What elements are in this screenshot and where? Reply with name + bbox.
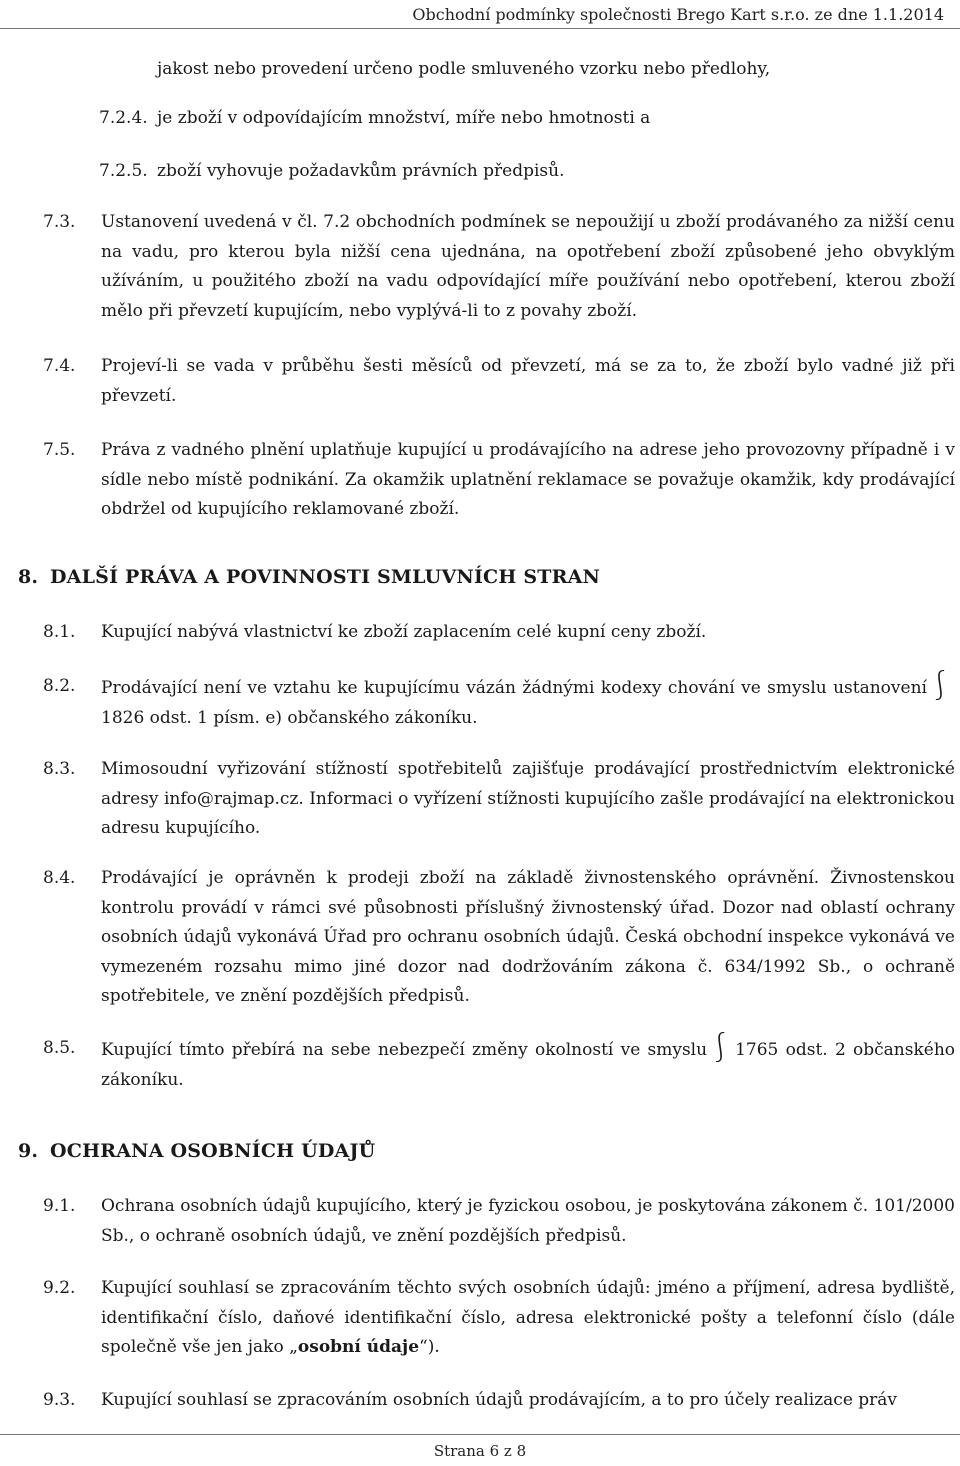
item-number: 7.5. (43, 440, 76, 460)
list-item-7-2-5 (99, 157, 937, 187)
item-text: Prodávající je oprávněn k prodeji zboží na základě živnostenského oprávnění. Živnostenskou kontrolu provádí v rámci své působnosti příslušný živnostenský úřad. Dozor nad oblastí ochrany osobních údajů vykonává Úřad pro ochranu osobních údajů. Česká obchodní inspekce vykonává ve vymezeném rozsahu mimo jiné dozor nad dodržováním zákona č. 634/1992 Sb., o ochraně spotřebitele, ve znění pozdějších předpisů. (101, 868, 955, 1006)
section-number: 9. (18, 1140, 39, 1162)
item-text: Mimosoudní vyřizování stížností spotřebitelů zajišťuje prodávající prostřednictvím elektronické adresy info@rajmap.cz. Informaci o vyřízení stížnosti kupujícího zašle prodávající na elektronickou adresu kupujícího. (101, 759, 955, 838)
item-number: 7.2.5. (99, 161, 148, 181)
item-text: Projeví-li se vada v průběhu šesti měsíců od převzetí, má se za to, že zboží bylo vadné již při převzetí. (101, 356, 955, 406)
item-number: 9.1. (43, 1196, 76, 1216)
item-number: 7.3. (43, 212, 76, 232)
paragraph-8-1 (43, 618, 955, 648)
item-text: Kupující souhlasí se zpracováním těchto svých osobních údajů: jméno a příjmení, adresa bydliště, identifikační číslo, daňové identifikační číslo, adresa elektronické pošty a telefonní číslo (dále společně vše jen jako „ (101, 1278, 955, 1357)
item-text: Práva z vadného plnění uplatňuje kupující u prodávajícího na adrese jeho provozovny případně i v sídle nebo místě podnikání. Za okamžik uplatnění reklamace se považuje okamžik, kdy prodávající obdržel od kupujícího reklamované zboží. (101, 440, 955, 519)
item-number: 8.2. (43, 676, 76, 696)
item-text: je zboží v odpovídajícím množství, míře nebo hmotnosti a (157, 108, 651, 128)
item-number: 8.3. (43, 759, 76, 779)
paragraph-7-5 (43, 436, 955, 525)
paragraph-8-3 (43, 755, 955, 844)
paragraph-9-2 (43, 1274, 955, 1363)
paragraph-7-3 (43, 208, 955, 326)
header-divider (0, 28, 960, 29)
section-heading-8 (18, 566, 600, 588)
paragraph-9-1 (43, 1192, 955, 1251)
section-heading-9 (18, 1140, 375, 1162)
section-sign-icon: ⎰ (928, 670, 951, 703)
paragraph-8-5 (43, 1032, 956, 1095)
item-text: Ochrana osobních údajů kupujícího, který je fyzickou osobou, je poskytována zákonem č. 101/2000 Sb., o ochraně osobních údajů, ve znění pozdějších předpisů. (101, 1196, 955, 1246)
defined-term: osobní údaje (297, 1337, 420, 1357)
item-number: 9.3. (43, 1390, 76, 1410)
page-header: Obchodní podmínky společnosti Brego Kart s.r.o. ze dne 1.1.2014 (412, 5, 944, 24)
section-title: DALŠÍ PRÁVA A POVINNOSTI SMLUVNÍCH STRAN (50, 566, 601, 588)
item-text-cont: 1765 odst. 2 občanského zákoníku. (101, 1040, 956, 1090)
paragraph-9-3 (43, 1386, 955, 1416)
paragraph-7-4 (43, 352, 955, 411)
item-text: Prodávající není ve vztahu ke kupujícímu vázán žádnými kodexy chování ve smyslu ustanovení (101, 678, 927, 698)
section-number: 8. (18, 566, 39, 588)
item-text-end: “). (419, 1337, 440, 1357)
page-number: Strana 6 z 8 (433, 1442, 527, 1460)
item-number: 8.4. (43, 868, 76, 888)
item-text: Kupující tímto přebírá na sebe nebezpečí změny okolností ve smyslu (101, 1040, 708, 1060)
paragraph-8-4 (43, 864, 955, 1012)
item-text: Kupující nabývá vlastnictví ke zboží zaplacením celé kupní ceny zboží. (101, 622, 707, 642)
section-title: OCHRANA OSOBNÍCH ÚDAJŮ (50, 1140, 376, 1162)
item-number: 9.2. (43, 1278, 76, 1298)
item-text: Ustanovení uvedená v čl. 7.2 obchodních podmínek se nepoužijí u zboží prodávaného za nižší cenu na vadu, pro kterou byla nižší cena ujednána, na opotřebení zboží způsobené jeho obvyklým užíváním, u použitého zboží na vadu odpovídající míře používání nebo opotřebení, kterou zboží mělo při převzetí kupujícím, nebo vyplývá-li to z povahy zboží. (101, 212, 955, 321)
item-number: 7.2.4. (99, 108, 148, 128)
continuation-line: jakost nebo provedení určeno podle smluveného vzorku nebo předlohy, (157, 59, 771, 79)
item-number: 8.5. (43, 1038, 76, 1058)
item-text: zboží vyhovuje požadavkům právních předpisů. (157, 161, 565, 181)
paragraph-8-2 (43, 670, 955, 733)
item-number: 7.4. (43, 356, 76, 376)
item-number: 8.1. (43, 622, 76, 642)
section-sign-icon: ⎰ (709, 1032, 732, 1065)
item-text-cont: 1826 odst. 1 písm. e) občanského zákoníku. (101, 707, 478, 728)
item-text: Kupující souhlasí se zpracováním osobních údajů prodávajícím, a to pro účely realizace práv (101, 1390, 898, 1410)
list-item-7-2-4 (99, 104, 937, 134)
footer-divider (0, 1434, 960, 1435)
